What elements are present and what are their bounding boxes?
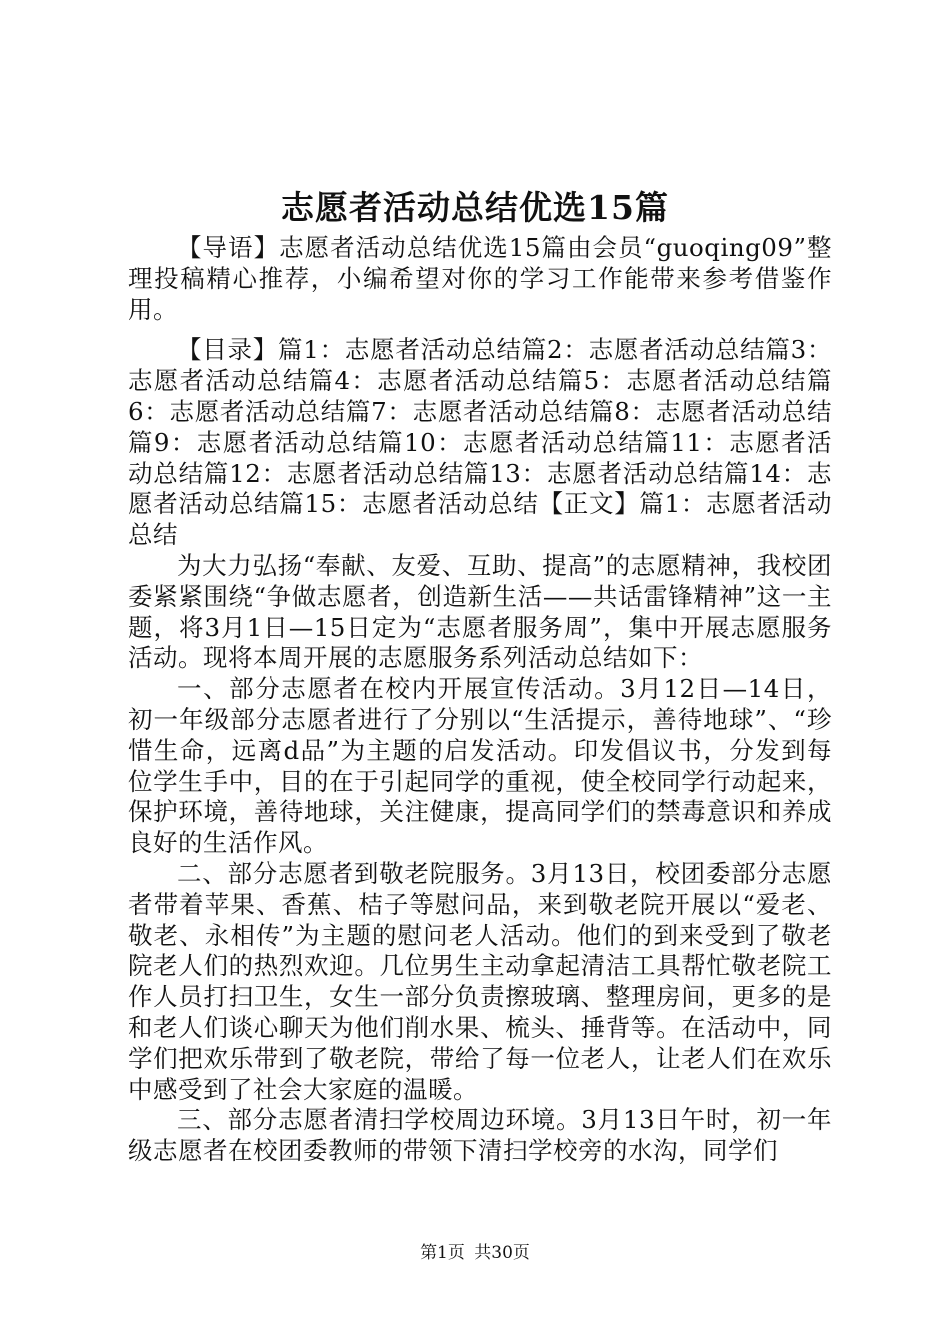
intro-paragraph: 【导语】志愿者活动总结优选15篇由会员“guoqing09”整理投稿精心推荐，小编希望对你的学习工作能带来参考借鉴作用。: [128, 233, 832, 324]
toc-paragraph: 【目录】篇1：志愿者活动总结篇2：志愿者活动总结篇3：志愿者活动总结篇4：志愿者活动总结篇5：志愿者活动总结篇6：志愿者活动总结篇7：志愿者活动总结篇8：志愿者活动总结篇9：志愿者活动总结篇10：志愿者活动总结篇11：志愿者活动总结篇12：志愿者活动总结篇13：志愿者活动总结篇14：志愿者活动总结篇15：志愿者活动总结【正文】篇1：志愿者活动总结: [128, 335, 832, 550]
document-title: 志愿者活动总结优选15篇: [281, 188, 669, 227]
page-footer: [0, 1242, 950, 1264]
body-paragraph: 一、部分志愿者在校内开展宣传活动。3月12日—14日，初一年级部分志愿者进行了分别以“生活提示，善待地球”、“珍惜生命，远离d品”为主题的启发活动。印发倡议书，分发到每位学生手中，目的在于引起同学的重视，使全校同学行动起来，保护环境，善待地球，关注健康，提高同学们的禁毒意识和养成良好的生活作风。: [128, 674, 832, 858]
document-body: [128, 233, 832, 1167]
page-total: 共30页: [474, 1243, 530, 1263]
body-paragraph: 为大力弘扬“奉献、友爱、互助、提高”的志愿精神，我校团委紧紧围绕“争做志愿者，创造新生活——共话雷锋精神”这一主题，将3月1日—15日定为“志愿者服务周”，集中开展志愿服务活动。现将本周开展的志愿服务系列活动总结如下：: [128, 550, 832, 673]
body-paragraph: 二、部分志愿者到敬老院服务。3月13日，校团委部分志愿者带着苹果、香蕉、桔子等慰问品，来到敬老院开展以“爱老、敬老、永相传”为主题的慰问老人活动。他们的到来受到了敬老院老人们的热烈欢迎。几位男生主动拿起清洁工具帮忙敬老院工作人员打扫卫生，女生一部分负责擦玻璃、整理房间，更多的是和老人们谈心聊天为他们削水果、梳头、捶背等。在活动中，同学们把欢乐带到了敬老院，带给了每一位老人，让老人们在欢乐中感受到了社会大家庭的温暖。: [128, 858, 832, 1104]
body-paragraph: 三、部分志愿者清扫学校周边环境。3月13日午时，初一年级志愿者在校团委教师的带领下清扫学校旁的水沟，同学们: [128, 1105, 832, 1166]
page-number: 第1页: [420, 1243, 465, 1263]
